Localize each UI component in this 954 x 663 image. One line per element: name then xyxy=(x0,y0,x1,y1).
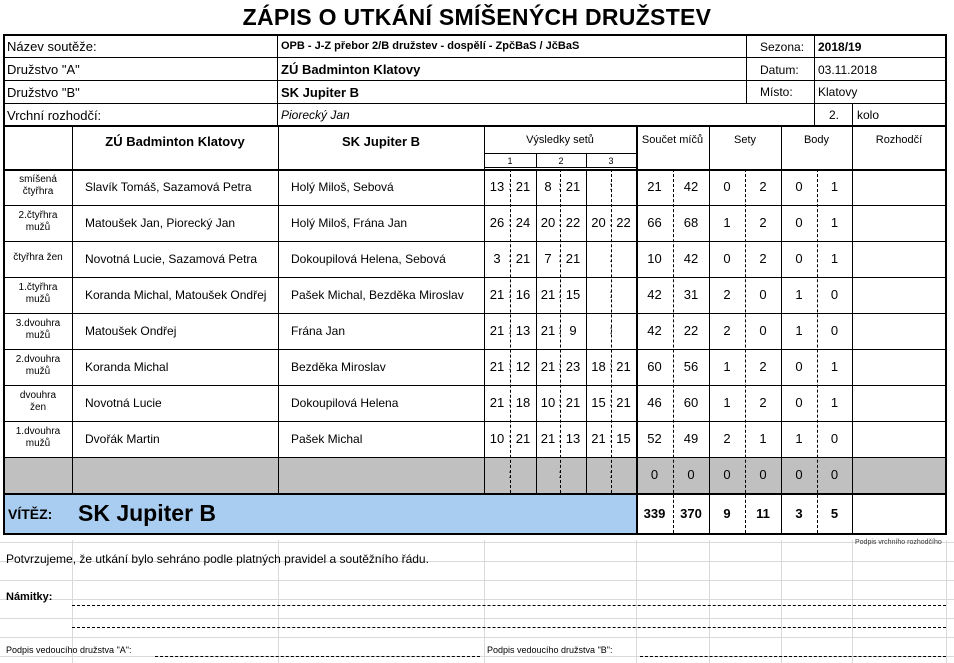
header-soucet: Součet míčů xyxy=(641,134,704,146)
border-line xyxy=(536,153,537,167)
sum-b: 56 xyxy=(683,359,699,374)
border-line xyxy=(3,385,947,386)
match-type: čtyřhra xyxy=(22,186,54,197)
team-a-value: ZÚ Badminton Klatovy xyxy=(281,62,421,77)
set-score: 8 xyxy=(544,179,552,194)
sets-b: 0 xyxy=(759,287,767,302)
set-colon: : xyxy=(508,323,512,337)
sets-b: 1 xyxy=(759,431,767,446)
set-score: 18 xyxy=(515,395,531,410)
player-b: Pašek Michal, Bezděka Miroslav xyxy=(291,288,464,302)
points-a: 0 xyxy=(795,395,803,410)
grid-line xyxy=(0,637,954,638)
set-score: 20 xyxy=(540,215,556,230)
sum-a: 46 xyxy=(647,395,662,410)
player-b: Dokoupilová Helena xyxy=(291,396,399,410)
winner-total: 339 xyxy=(643,506,666,521)
border-line xyxy=(3,241,947,242)
set-score: 21 xyxy=(565,251,581,266)
sum-b: 22 xyxy=(683,323,699,338)
team-b-label: Družstvo "B" xyxy=(7,85,80,100)
set-colon: : xyxy=(558,359,562,373)
dashed-line xyxy=(560,169,561,493)
header-vysledky: Výsledky setů xyxy=(526,134,594,146)
sum-b: 68 xyxy=(683,215,699,230)
grid-line xyxy=(0,618,954,619)
datum-value: 03.11.2018 xyxy=(818,63,878,77)
match-type: mužů xyxy=(25,222,51,233)
set-score: 13 xyxy=(565,431,581,446)
points-a: 1 xyxy=(795,431,803,446)
set-colon: : xyxy=(508,251,512,265)
sum-a: 21 xyxy=(647,179,662,194)
set-score: 18 xyxy=(591,359,606,374)
border-line xyxy=(536,169,537,493)
header-rozhodci: Rozhodčí xyxy=(875,134,923,146)
set-colon: : xyxy=(558,323,562,337)
header-set3: 3 xyxy=(608,156,614,166)
header-team-a: ZÚ Badminton Klatovy xyxy=(105,134,245,149)
sets-b: 0 xyxy=(759,467,767,482)
set-colon: : xyxy=(609,251,613,265)
match-type: mužů xyxy=(25,366,51,377)
sum-b: 42 xyxy=(683,251,699,266)
dashed-line xyxy=(510,169,511,493)
match-type: mužů xyxy=(25,330,51,341)
sum-b: 0 xyxy=(687,467,695,482)
winner-label: VÍTĚZ: xyxy=(8,506,53,522)
match-type: mužů xyxy=(25,438,51,449)
border-line xyxy=(852,103,853,125)
match-type: 3.dvouhra xyxy=(15,318,61,329)
header-team-b: SK Jupiter B xyxy=(341,134,420,149)
sets-a: 0 xyxy=(723,251,731,266)
set-score: 21 xyxy=(489,395,505,410)
border-line xyxy=(3,205,947,206)
set-score: 21 xyxy=(489,359,505,374)
match-type: 1.dvouhra xyxy=(15,426,61,437)
player-a: Dvořák Martin xyxy=(85,432,160,446)
team-a-label: Družstvo "A" xyxy=(7,62,80,77)
sets-b: 2 xyxy=(759,395,767,410)
grid-line xyxy=(636,540,637,663)
border-line xyxy=(3,169,947,171)
set-colon: : xyxy=(508,359,512,373)
set-score: 21 xyxy=(540,287,556,302)
set-score: 10 xyxy=(540,395,556,410)
set-score: 21 xyxy=(616,359,631,374)
points-b: 1 xyxy=(830,179,839,194)
header-body: Body xyxy=(803,134,830,146)
soutez-label: Název soutěže: xyxy=(7,39,97,54)
potvrzeni-text: Potvrzujeme, že utkání bylo sehráno podle platných pravidel a soutěžního řádu. xyxy=(6,552,429,566)
set-score: 21 xyxy=(515,179,531,194)
set-colon: : xyxy=(558,467,562,481)
set-score: 21 xyxy=(540,359,556,374)
podpis-b-line xyxy=(640,656,946,657)
set-colon: : xyxy=(558,215,562,229)
points-b: 0 xyxy=(830,467,839,482)
grid-line xyxy=(852,540,853,663)
sezona-label: Sezona: xyxy=(760,40,805,54)
page-title: ZÁPIS O UTKÁNÍ SMÍŠENÝCH DRUŽSTEV xyxy=(242,4,712,30)
grid-line xyxy=(709,540,710,663)
sets-a: 1 xyxy=(723,359,731,374)
set-score: 13 xyxy=(489,179,505,194)
points-a: 1 xyxy=(795,287,803,302)
sets-b: 2 xyxy=(759,359,767,374)
match-type: 2.čtyřhra xyxy=(18,210,58,221)
points-a: 1 xyxy=(795,323,803,338)
set-score: 15 xyxy=(565,287,581,302)
sets-b: 2 xyxy=(759,215,767,230)
border-line xyxy=(3,125,947,127)
border-line xyxy=(814,34,815,125)
sets-b: 2 xyxy=(759,179,767,194)
match-type: mužů xyxy=(25,294,51,305)
set-colon: : xyxy=(508,395,512,409)
set-colon: : xyxy=(609,467,613,481)
set-colon: : xyxy=(508,215,512,229)
sets-a: 2 xyxy=(723,431,731,446)
set-colon: : xyxy=(558,431,562,445)
grid-line xyxy=(0,580,954,581)
points-a: 0 xyxy=(795,251,803,266)
misto-label: Místo: xyxy=(760,85,793,99)
dashed-line xyxy=(673,169,674,533)
border-line xyxy=(3,313,947,314)
sets-a: 0 xyxy=(723,467,731,482)
namitky-line-1 xyxy=(72,605,946,606)
border-line xyxy=(72,125,73,493)
points-b: 1 xyxy=(830,215,839,230)
points-a: 0 xyxy=(795,179,803,194)
sets-a: 1 xyxy=(723,395,731,410)
player-b: Bezděka Miroslav xyxy=(291,360,386,374)
set-score: 21 xyxy=(591,431,606,446)
grid-line xyxy=(946,540,947,663)
set-colon: : xyxy=(508,179,512,193)
sets-a: 0 xyxy=(723,179,731,194)
points-b: 0 xyxy=(830,323,839,338)
border-line xyxy=(586,153,587,167)
dashed-line xyxy=(745,169,746,533)
border-line xyxy=(3,103,947,104)
sets-a: 2 xyxy=(723,287,731,302)
sum-a: 52 xyxy=(647,431,662,446)
border-line xyxy=(852,125,853,533)
border-line xyxy=(3,533,947,535)
border-line xyxy=(3,34,947,36)
sum-b: 60 xyxy=(683,395,699,410)
set-score: 12 xyxy=(515,359,531,374)
border-line xyxy=(3,421,947,422)
sezona-value: 2018/19 xyxy=(818,40,862,54)
winner-total: 3 xyxy=(795,506,803,521)
header-set1: 1 xyxy=(507,156,513,166)
points-a: 0 xyxy=(795,467,803,482)
set-colon: : xyxy=(508,431,512,445)
kolo-label: kolo xyxy=(857,108,880,122)
player-b: Frána Jan xyxy=(291,324,346,338)
set-score: 22 xyxy=(565,215,581,230)
points-b: 1 xyxy=(830,395,839,410)
border-line xyxy=(3,493,947,495)
sum-a: 0 xyxy=(650,467,659,482)
podpis-b-label: Podpis vedoucího družstva "B": xyxy=(487,645,613,655)
set-score: 23 xyxy=(565,359,581,374)
set-colon: : xyxy=(609,359,613,373)
border-line xyxy=(746,34,747,103)
set-score: 15 xyxy=(591,395,606,410)
datum-label: Datum: xyxy=(760,63,799,77)
dashed-line xyxy=(611,169,612,493)
podpis-rozhodciho: Podpis vrchního rozhodčího xyxy=(855,539,942,546)
set-colon: : xyxy=(609,287,613,301)
misto-value: Klatovy xyxy=(818,85,858,99)
namitky-label: Námitky: xyxy=(6,591,53,603)
winner-total: 5 xyxy=(830,506,839,521)
player-a: Slavík Tomáš, Sazamová Petra xyxy=(85,180,252,194)
player-b: Holý Miloš, Sebová xyxy=(291,180,394,194)
player-b: Pašek Michal xyxy=(291,432,363,446)
grid-line xyxy=(0,599,954,600)
set-score: 21 xyxy=(540,323,556,338)
set-score: 15 xyxy=(616,431,631,446)
sum-a: 42 xyxy=(647,287,662,302)
set-colon: : xyxy=(609,323,613,337)
set-colon: : xyxy=(609,395,613,409)
points-a: 0 xyxy=(795,359,803,374)
border-line xyxy=(636,125,638,533)
set-score: 21 xyxy=(540,431,556,446)
border-line xyxy=(3,57,947,58)
player-a: Novotná Lucie, Sazamová Petra xyxy=(85,252,258,266)
set-colon: : xyxy=(558,251,562,265)
points-b: 1 xyxy=(830,359,839,374)
sum-a: 60 xyxy=(647,359,662,374)
set-colon: : xyxy=(558,179,562,193)
rozhodci-value: Piorecký Jan xyxy=(281,108,350,122)
border-line xyxy=(3,349,947,350)
border-line xyxy=(484,167,636,168)
sum-b: 42 xyxy=(683,179,699,194)
match-type: smíšená xyxy=(19,174,57,185)
set-score: 7 xyxy=(544,251,552,266)
set-score: 20 xyxy=(591,215,606,230)
grid-line xyxy=(0,542,954,543)
set-score: 21 xyxy=(489,287,505,302)
border-line xyxy=(484,125,485,493)
player-a: Matoušek Jan, Piorecký Jan xyxy=(85,216,236,230)
podpis-a-line xyxy=(155,656,480,657)
border-line xyxy=(709,125,710,533)
border-line xyxy=(3,277,947,278)
podpis-a-label: Podpis vedoucího družstva "A": xyxy=(6,645,132,655)
set-colon: : xyxy=(609,215,613,229)
sets-a: 2 xyxy=(723,323,731,338)
set-score: 9 xyxy=(569,323,577,338)
winner-total: 11 xyxy=(756,506,770,521)
winner-total: 9 xyxy=(723,506,731,521)
sum-b: 49 xyxy=(683,431,699,446)
set-colon: : xyxy=(508,467,512,481)
border-line xyxy=(278,125,279,493)
rozhodci-label: Vrchní rozhodčí: xyxy=(7,108,102,123)
set-colon: : xyxy=(609,179,613,193)
sum-a: 42 xyxy=(647,323,662,338)
set-score: 21 xyxy=(515,431,531,446)
border-line xyxy=(277,34,278,125)
set-score: 21 xyxy=(489,323,505,338)
set-colon: : xyxy=(558,395,562,409)
player-a: Koranda Michal xyxy=(85,360,169,374)
kolo-number: 2. xyxy=(829,108,840,122)
sum-b: 31 xyxy=(683,287,699,302)
border-line xyxy=(781,125,782,533)
sum-a: 10 xyxy=(647,251,662,266)
set-score: 21 xyxy=(565,179,581,194)
player-b: Holý Miloš, Frána Jan xyxy=(291,216,408,230)
winner-total: 370 xyxy=(680,506,702,521)
points-a: 0 xyxy=(795,215,803,230)
set-colon: : xyxy=(609,431,613,445)
border-line xyxy=(484,153,636,154)
border-line xyxy=(3,457,947,458)
dashed-line xyxy=(817,169,818,533)
match-type: dvouhra xyxy=(19,390,57,401)
sets-b: 0 xyxy=(759,323,767,338)
border-line xyxy=(945,34,947,533)
set-score: 21 xyxy=(616,395,631,410)
border-line xyxy=(586,169,587,493)
player-a: Novotná Lucie xyxy=(85,396,162,410)
points-b: 0 xyxy=(830,287,839,302)
set-score: 16 xyxy=(515,287,531,302)
sum-a: 66 xyxy=(647,215,662,230)
player-a: Koranda Michal, Matoušek Ondřej xyxy=(85,288,267,302)
set-score: 21 xyxy=(515,251,531,266)
grid-line xyxy=(484,540,485,663)
match-type: žen xyxy=(29,402,47,413)
set-score: 24 xyxy=(515,215,531,230)
set-score: 26 xyxy=(489,215,505,230)
player-a: Matoušek Ondřej xyxy=(85,324,177,338)
match-type: čtyřhra žen xyxy=(13,252,63,263)
namitky-line-2 xyxy=(72,627,946,628)
set-score: 10 xyxy=(489,431,505,446)
match-type: 1.čtyřhra xyxy=(18,282,58,293)
set-score: 13 xyxy=(515,323,531,338)
team-b-value: SK Jupiter B xyxy=(281,85,360,100)
set-score: 21 xyxy=(565,395,581,410)
header-sety: Sety xyxy=(733,134,756,146)
sets-a: 1 xyxy=(723,215,731,230)
header-set2: 2 xyxy=(558,156,564,166)
set-score: 3 xyxy=(493,251,501,266)
sets-b: 2 xyxy=(759,251,767,266)
border-line xyxy=(3,80,947,81)
set-colon: : xyxy=(558,287,562,301)
set-score: 22 xyxy=(616,215,631,230)
player-b: Dokoupilová Helena, Sebová xyxy=(291,252,446,266)
winner-name: SK Jupiter B xyxy=(78,500,217,526)
match-type: 2.dvouhra xyxy=(15,354,61,365)
grid-line xyxy=(781,540,782,663)
soutez-value: OPB - J-Z přebor 2/B družstev - dospělí - ZpčBaS / JčBaS xyxy=(281,40,580,52)
set-colon: : xyxy=(508,287,512,301)
border-line xyxy=(3,34,5,533)
points-b: 1 xyxy=(830,251,839,266)
points-b: 0 xyxy=(830,431,839,446)
